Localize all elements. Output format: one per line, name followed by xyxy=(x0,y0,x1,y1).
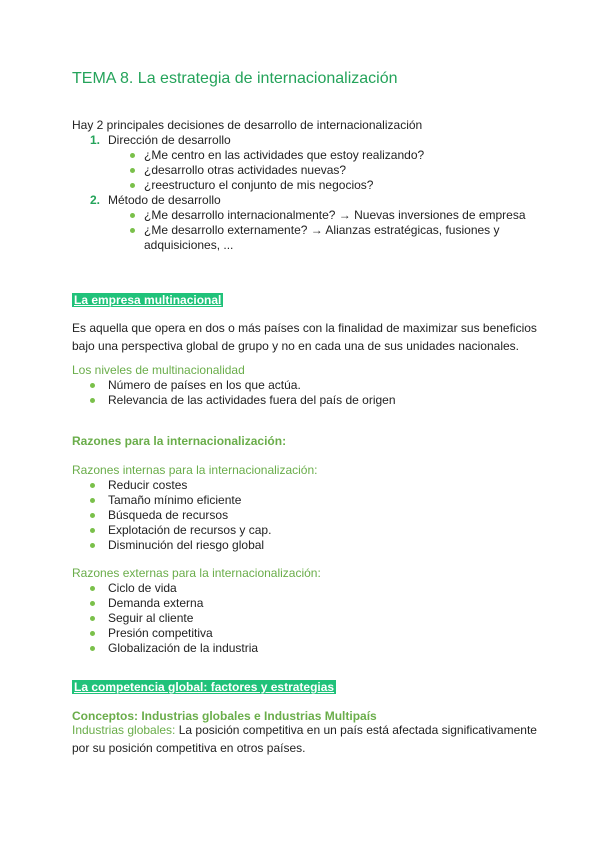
industrias-globales-paragraph xyxy=(72,721,542,757)
bullet-icon xyxy=(90,543,95,548)
term-label: Industrias globales: xyxy=(72,723,176,737)
levels-subheading: Los niveles de multinacionalidad xyxy=(72,363,245,377)
decision-label: Método de desarrollo xyxy=(108,193,221,207)
bullet-icon xyxy=(130,183,135,188)
list-item: Demanda externa xyxy=(72,596,542,611)
levels-list xyxy=(72,378,542,408)
list-item: ¿Me desarrollo internacionalmente? → Nuevas inversiones de empresa xyxy=(108,208,542,223)
list-item: Búsqueda de recursos xyxy=(72,508,542,523)
list-item: Reducir costes xyxy=(72,478,542,493)
bullet-icon xyxy=(130,168,135,173)
bullet-icon xyxy=(90,528,95,533)
externas-list xyxy=(72,581,542,656)
bullet-icon xyxy=(90,513,95,518)
bullet-icon xyxy=(90,601,95,606)
list-item: Tamaño mínimo eficiente xyxy=(72,493,542,508)
internas-list xyxy=(72,478,542,553)
bullet-icon xyxy=(90,646,95,651)
list-item: Número de países en los que actúa. xyxy=(72,378,542,393)
externas-subheading: Razones externas para la internacionalización: xyxy=(72,566,321,580)
list-item: Disminución del riesgo global xyxy=(72,538,542,553)
internas-subheading: Razones internas para la internacionalización: xyxy=(72,463,318,477)
term-definition: La posición competitiva en un país está afectada significativamente por su posición competitiva en otros países. xyxy=(72,723,537,755)
list-item: Presión competitiva xyxy=(72,626,542,641)
bullet-icon xyxy=(90,483,95,488)
decision-sublist xyxy=(108,208,542,253)
list-item: Ciclo de vida xyxy=(72,581,542,596)
list-item: Seguir al cliente xyxy=(72,611,542,626)
list-item: Globalización de la industria xyxy=(72,641,542,656)
list-item: ¿desarrollo otras actividades nuevas? xyxy=(108,163,542,178)
bullet-icon xyxy=(130,228,135,233)
list-item: Relevancia de las actividades fuera del país de origen xyxy=(72,393,542,408)
bullet-icon xyxy=(90,498,95,503)
decision-item xyxy=(72,133,542,193)
section-heading-competencia: La competencia global: factores y estrategias xyxy=(74,680,335,694)
list-item: ¿Me centro en las actividades que estoy realizando? xyxy=(108,148,542,163)
multinacional-definition: Es aquella que opera en dos o más países con la finalidad de maximizar sus beneficios bajo una perspectiva global de grupo y no en cada una de sus unidades nacionales. xyxy=(72,321,537,353)
decision-label: Dirección de desarrollo xyxy=(108,133,231,147)
list-item: ¿Me desarrollo externamente? → Alianzas estratégicas, fusiones y adquisiciones, ... xyxy=(108,223,542,253)
page-title: TEMA 8. La estrategia de internacionalización xyxy=(72,70,398,87)
bullet-icon xyxy=(90,616,95,621)
intro-text: Hay 2 principales decisiones de desarrollo de internacionalización xyxy=(72,118,423,132)
list-number: 2. xyxy=(90,193,101,207)
bullet-icon xyxy=(90,586,95,591)
list-item: Explotación de recursos y cap. xyxy=(72,523,542,538)
conceptos-heading: Conceptos: Industrias globales e Industrias Multipaís xyxy=(72,709,377,723)
list-number: 1. xyxy=(90,133,101,147)
decision-item xyxy=(72,193,542,253)
decisions-list xyxy=(72,133,542,253)
section-heading-multinacional: La empresa multinacional xyxy=(74,293,222,307)
bullet-icon xyxy=(90,631,95,636)
section-heading-razones: Razones para la internacionalización: xyxy=(72,434,287,448)
bullet-icon xyxy=(130,213,135,218)
list-item: ¿reestructuro el conjunto de mis negocios? xyxy=(108,178,542,193)
bullet-icon xyxy=(90,398,95,403)
bullet-icon xyxy=(90,383,95,388)
bullet-icon xyxy=(130,153,135,158)
decision-sublist xyxy=(108,148,542,193)
